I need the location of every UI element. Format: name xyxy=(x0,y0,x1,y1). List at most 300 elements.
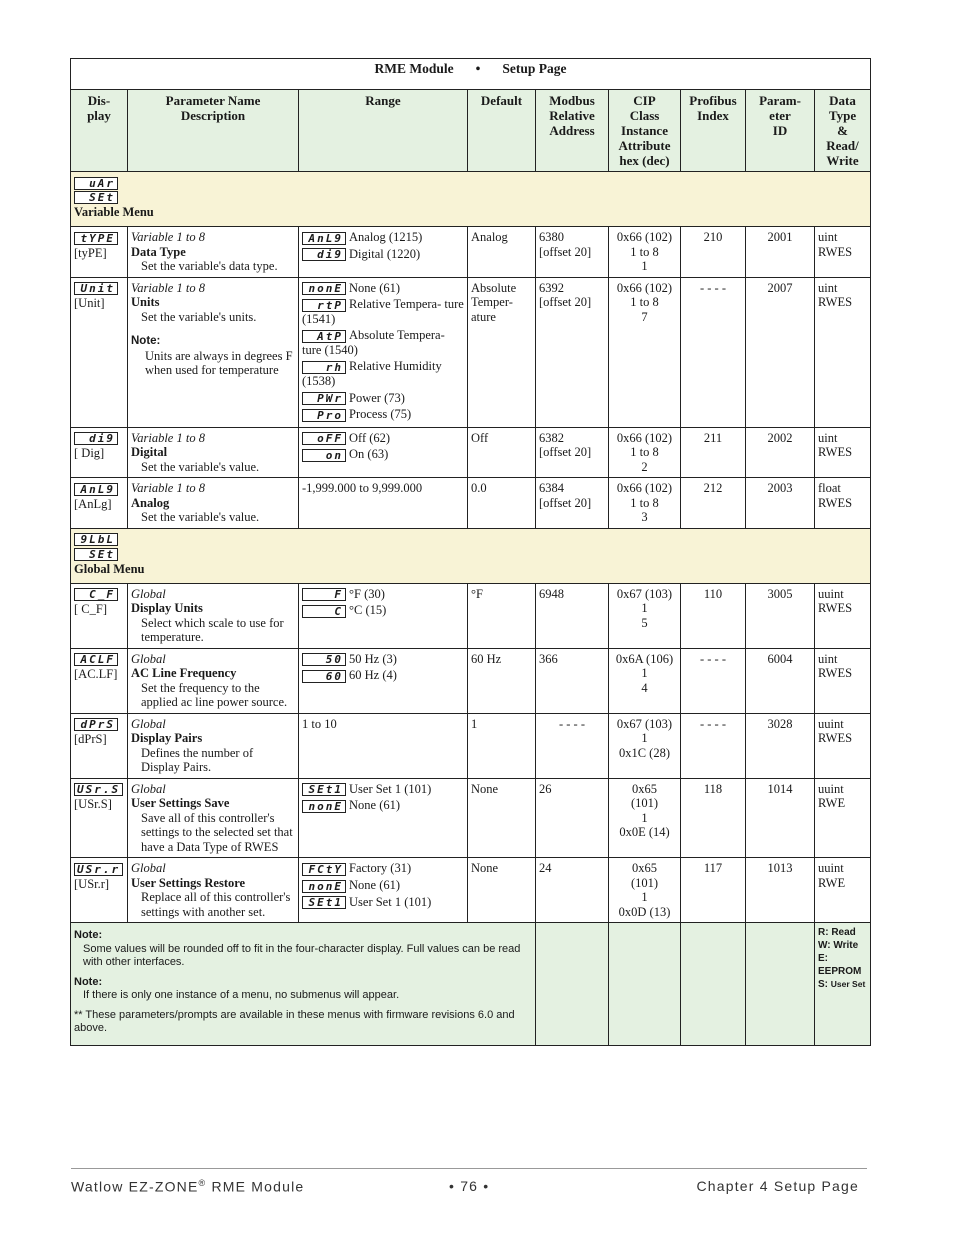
range-option xyxy=(302,798,464,813)
range-option xyxy=(302,230,464,245)
modbus-cell xyxy=(536,583,609,648)
profibus-cell xyxy=(681,583,746,648)
param-id-cell xyxy=(746,858,815,923)
range-cell xyxy=(299,277,468,427)
display-cell xyxy=(71,277,128,427)
profibus-index: - - - - xyxy=(699,280,727,295)
lcd-prompt: F xyxy=(302,588,346,601)
cip-cell xyxy=(609,858,681,923)
table-row xyxy=(71,427,871,478)
range-option-text: 60 Hz (4) xyxy=(349,668,397,683)
lcd-prompt: on xyxy=(302,449,346,462)
data-type-cell xyxy=(815,778,871,858)
display-cell xyxy=(71,227,128,278)
header-cell: Profibus Index xyxy=(681,90,746,172)
profibus-cell xyxy=(681,778,746,858)
range-cell xyxy=(299,478,468,529)
variable-menu-cell xyxy=(71,172,871,227)
modbus-cell xyxy=(536,427,609,478)
default-cell xyxy=(468,277,536,427)
lcd-prompt: SEt1 xyxy=(302,896,346,909)
legend-user-set xyxy=(818,978,867,991)
range-option-text: Analog (1215) xyxy=(349,230,423,244)
parameter-name: Digital xyxy=(131,445,168,460)
parameter-description: Set the variable's data type. xyxy=(141,259,278,273)
lcd-prompt: SEt xyxy=(74,548,118,561)
display-cell xyxy=(71,858,128,923)
parameter-description: Set the variable's value. xyxy=(141,459,260,474)
lcd-prompt: Pro xyxy=(302,409,346,422)
default-value: 60 Hz xyxy=(471,651,502,666)
parameter-cell xyxy=(128,277,299,427)
param-id-cell xyxy=(746,583,815,648)
read-write: RWES xyxy=(818,601,853,616)
modbus-address: 6392 [offset 20] xyxy=(539,280,592,309)
menu-name: Global Menu xyxy=(74,562,145,576)
profibus-cell xyxy=(681,427,746,478)
footer-left xyxy=(71,1178,304,1195)
parameter-name: User Settings Restore xyxy=(131,875,246,890)
footer-reg: ® xyxy=(198,1178,207,1188)
profibus-cell xyxy=(681,277,746,427)
legend-read: R: Read xyxy=(818,927,856,939)
range-option-text: °C (15) xyxy=(349,603,387,618)
cip-cell xyxy=(609,427,681,478)
range-option-text: None (61) xyxy=(349,877,401,892)
lcd-prompt: PWr xyxy=(302,392,346,405)
modbus-cell xyxy=(536,713,609,778)
range-option-text: Digital (1220) xyxy=(349,246,421,261)
lcd-prompt: USr.S xyxy=(74,783,123,796)
data-type: uuint xyxy=(818,716,844,731)
cip-value: 0x66 (102) 1 to 8 2 xyxy=(616,430,673,474)
modbus-cell xyxy=(536,778,609,858)
lcd-prompt: SEt1 xyxy=(302,783,346,796)
note-text: Some values will be rounded off to fit in the four-character display. Full values can be read with other interfaces. xyxy=(83,942,521,969)
parameter-scope: Global xyxy=(131,651,166,666)
note-text: If there is only one instance of a menu, no submenus will appear. xyxy=(83,989,400,1002)
notes-row xyxy=(71,923,871,1046)
rw-legend xyxy=(815,923,871,1046)
modbus-address: 24 xyxy=(539,861,552,876)
modbus-address: 366 xyxy=(539,651,558,666)
read-write: RWES xyxy=(818,666,853,681)
table-row xyxy=(71,648,871,713)
cip-cell xyxy=(609,277,681,427)
cip-value: 0x65 (101) 1 0x0E (14) xyxy=(619,781,670,840)
variable-menu-row xyxy=(71,172,871,227)
default-value: None xyxy=(471,861,499,876)
lcd-prompt: AnL9 xyxy=(302,232,346,245)
parameter-scope: Variable 1 to 8 xyxy=(131,280,205,295)
parameter-id: 3028 xyxy=(767,716,793,731)
legend-eeprom: E: EEPROM xyxy=(818,953,862,978)
parameter-description: Set the frequency to the applied ac line power source. xyxy=(141,680,288,710)
note-label: Note: xyxy=(74,929,103,942)
range-option xyxy=(302,297,464,326)
cip-value: 0x6A (106) 1 4 xyxy=(615,651,674,695)
lcd-prompt: di9 xyxy=(302,248,346,261)
title-page: Setup Page xyxy=(502,61,567,76)
read-write: RWES xyxy=(818,244,853,259)
lcd-prompt: ACLF xyxy=(74,653,118,666)
prompt-code: [USr.r] xyxy=(74,876,110,891)
footer-chapter: Chapter 4 Setup Page xyxy=(696,1178,859,1194)
parameter-cell xyxy=(128,648,299,713)
legend-s-key: S: xyxy=(818,979,828,991)
table-title xyxy=(71,59,871,90)
header-cell: Data Type & Read/ Write xyxy=(815,90,871,172)
profibus-index: 117 xyxy=(703,861,723,876)
range-option-text: Power (73) xyxy=(349,390,405,405)
parameter-id: 2007 xyxy=(767,280,793,295)
display-cell xyxy=(71,478,128,529)
modbus-address: 6384 [offset 20] xyxy=(539,481,592,510)
profibus-index: - - - - xyxy=(699,716,727,731)
lcd-prompt: di9 xyxy=(74,432,118,445)
data-type-cell xyxy=(815,227,871,278)
parameter-description: Set the variable's units. xyxy=(141,309,257,324)
parameter-cell xyxy=(128,778,299,858)
default-cell xyxy=(468,648,536,713)
display-cell xyxy=(71,713,128,778)
data-type-cell xyxy=(815,648,871,713)
lcd-prompt: C_F xyxy=(74,588,118,601)
variable-rows xyxy=(71,227,871,529)
global-menu-row xyxy=(71,528,871,583)
range-cell xyxy=(299,858,468,923)
range-cell xyxy=(299,583,468,648)
parameter-scope: Global xyxy=(131,781,166,796)
parameter-name: User Settings Save xyxy=(131,796,230,811)
parameter-name: Display Pairs xyxy=(131,731,203,746)
range-option-text: Absolute Tempera- ture (1540) xyxy=(302,328,445,357)
parameter-cell xyxy=(128,713,299,778)
prompt-code: [ Dig] xyxy=(74,446,105,461)
header-cell: Range xyxy=(299,90,468,172)
range-option-text: User Set 1 (101) xyxy=(349,781,432,796)
default-value: 0.0 xyxy=(471,481,487,496)
parameter-name: Units xyxy=(131,295,160,309)
setup-page-table xyxy=(70,58,871,1046)
data-type-cell xyxy=(815,427,871,478)
param-id-cell xyxy=(746,713,815,778)
display-cell xyxy=(71,778,128,858)
prompt-code: [Unit] xyxy=(74,296,105,311)
range-option-text: On (63) xyxy=(349,447,389,462)
parameter-cell xyxy=(128,583,299,648)
lcd-prompt: SEt xyxy=(74,191,118,204)
table-row xyxy=(71,478,871,529)
table-row xyxy=(71,583,871,648)
modbus-address: 26 xyxy=(539,781,552,796)
range-option xyxy=(302,431,464,446)
param-id-cell xyxy=(746,778,815,858)
range-option xyxy=(302,247,464,262)
range-option xyxy=(302,668,464,683)
notes-blank xyxy=(746,923,815,1046)
range-cell xyxy=(299,713,468,778)
title-module: RME Module xyxy=(374,61,454,76)
header-row xyxy=(71,90,871,172)
parameter-name: AC Line Frequency xyxy=(131,666,237,681)
data-type: uint xyxy=(818,280,838,295)
range-option xyxy=(302,861,464,876)
modbus-cell xyxy=(536,858,609,923)
lcd-prompt: FCtY xyxy=(302,863,346,876)
parameter-scope: Global xyxy=(131,586,166,601)
legend-write: W: Write xyxy=(818,940,859,952)
range-option-text: User Set 1 (101) xyxy=(349,894,432,909)
range-option-text: None (61) xyxy=(349,798,401,813)
default-cell xyxy=(468,583,536,648)
read-write: RWES xyxy=(818,731,853,746)
range-option xyxy=(302,391,464,406)
global-menu-cell xyxy=(71,528,871,583)
parameter-description: Defines the number of Display Pairs. xyxy=(141,745,254,775)
notes-blank xyxy=(681,923,746,1046)
display-cell xyxy=(71,648,128,713)
header-cell: Default xyxy=(468,90,536,172)
profibus-index: 110 xyxy=(703,586,723,601)
range-option xyxy=(302,407,464,422)
note-label: Note: xyxy=(74,975,103,988)
profibus-index: 118 xyxy=(703,781,723,796)
modbus-cell xyxy=(536,227,609,278)
param-id-cell xyxy=(746,277,815,427)
default-cell xyxy=(468,713,536,778)
parameter-id: 2002 xyxy=(767,430,793,445)
parameter-description: Set the variable's value. xyxy=(141,510,260,525)
modbus-address: 6948 xyxy=(539,586,564,601)
lcd-prompt: C xyxy=(302,605,346,618)
data-type: uuint xyxy=(818,861,844,876)
parameter-scope: Global xyxy=(131,861,166,876)
cip-cell xyxy=(609,583,681,648)
modbus-address: - - - - xyxy=(558,716,586,731)
param-id-cell xyxy=(746,427,815,478)
cip-value: 0x65 (101) 1 0x0D (13) xyxy=(618,861,671,919)
modbus-cell xyxy=(536,478,609,529)
cip-value: 0x66 (102) 1 to 8 3 xyxy=(616,481,673,525)
profibus-cell xyxy=(681,648,746,713)
cip-value: 0x66 (102) 1 to 8 7 xyxy=(616,280,673,324)
cip-value: 0x67 (103) 1 5 xyxy=(616,586,673,630)
range-option xyxy=(302,447,464,462)
legend-s-val: User Set xyxy=(830,979,866,990)
lcd-prompt: 60 xyxy=(302,670,346,683)
range-option-text: None (61) xyxy=(349,280,401,295)
page-number: • 76 • xyxy=(449,1178,490,1194)
global-rows xyxy=(71,583,871,923)
prompt-code: [USr.S] xyxy=(74,797,112,812)
range-option xyxy=(302,782,464,797)
range-option-text: Process (75) xyxy=(349,407,412,422)
data-type-cell xyxy=(815,713,871,778)
parameter-scope: Variable 1 to 8 xyxy=(131,481,205,496)
default-value: Analog xyxy=(471,230,508,244)
footer-brand: Watlow EZ-ZONE xyxy=(71,1178,199,1195)
default-value: 1 xyxy=(471,716,478,731)
lcd-prompt: 9LbL xyxy=(74,533,118,546)
parameter-scope: Variable 1 to 8 xyxy=(131,230,205,244)
default-value: Off xyxy=(471,430,489,445)
range-cell xyxy=(299,778,468,858)
range-option-text: °F (30) xyxy=(349,586,385,601)
title-bullet: • xyxy=(475,61,481,76)
lcd-prompt: dPrS xyxy=(74,718,118,731)
prompt-code: [tyPE] xyxy=(74,245,107,260)
range-option xyxy=(302,359,464,388)
cip-value: 0x66 (102) 1 to 8 1 xyxy=(616,230,673,273)
profibus-cell xyxy=(681,478,746,529)
range-option xyxy=(302,587,464,602)
notes-blank xyxy=(609,923,681,1046)
cip-cell xyxy=(609,778,681,858)
prompt-code: [AnLg] xyxy=(74,496,112,511)
header-cell: Dis- play xyxy=(71,90,128,172)
header-cell: Modbus Relative Address xyxy=(536,90,609,172)
data-type: uuint xyxy=(818,781,844,796)
range-text: 1 to 10 xyxy=(302,716,337,731)
range-option-text: 50 Hz (3) xyxy=(349,651,397,666)
range-text: -1,999.000 to 9,999.000 xyxy=(302,481,423,496)
parameter-description: Replace all of this controller's settings with another set. xyxy=(141,890,291,919)
cip-value: 0x67 (103) 1 0x1C (28) xyxy=(616,716,673,760)
table-title-row xyxy=(71,59,871,90)
lcd-prompt: USr.r xyxy=(74,863,123,876)
notes-cell xyxy=(71,923,536,1046)
lcd-prompt: uAr xyxy=(74,177,118,190)
range-cell xyxy=(299,648,468,713)
data-type: uint xyxy=(818,230,838,244)
range-option-text: Relative Humidity (1538) xyxy=(302,359,442,388)
modbus-cell xyxy=(536,277,609,427)
parameter-name: Analog xyxy=(131,495,170,510)
notes-blank xyxy=(536,923,609,1046)
default-value: °F xyxy=(471,586,483,601)
lcd-prompt: nonE xyxy=(302,800,346,813)
read-write: RWES xyxy=(818,295,853,309)
range-option-text: Relative Tempera- ture (1541) xyxy=(302,297,464,326)
default-cell xyxy=(468,427,536,478)
modbus-address: 6380 [offset 20] xyxy=(539,230,592,259)
read-write: RWES xyxy=(818,495,853,510)
range-option-text: Off (62) xyxy=(349,430,391,445)
parameter-scope: Variable 1 to 8 xyxy=(131,430,205,445)
range-option xyxy=(302,895,464,910)
parameter-id: 6004 xyxy=(767,651,793,666)
table-row xyxy=(71,277,871,427)
parameter-id: 1013 xyxy=(767,861,793,876)
table-row xyxy=(71,858,871,923)
display-cell xyxy=(71,583,128,648)
data-type-cell xyxy=(815,478,871,529)
cip-cell xyxy=(609,713,681,778)
note-text: Units are always in degrees F when used for temperature xyxy=(145,348,293,377)
table-row xyxy=(71,227,871,278)
lcd-prompt: AnL9 xyxy=(74,483,118,496)
profibus-cell xyxy=(681,858,746,923)
profibus-index: 212 xyxy=(703,481,723,496)
parameter-id: 2003 xyxy=(767,481,793,496)
parameter-cell xyxy=(128,858,299,923)
parameter-cell xyxy=(128,478,299,529)
lcd-prompt: nonE xyxy=(302,880,346,893)
param-id-cell xyxy=(746,478,815,529)
range-option xyxy=(302,603,464,618)
page-footer xyxy=(71,1168,867,1195)
profibus-index: 211 xyxy=(703,430,723,445)
lcd-prompt: AtP xyxy=(302,330,346,343)
footer-module: RME Module xyxy=(206,1178,305,1195)
data-type: uint xyxy=(818,651,838,666)
note-label: Note: xyxy=(131,335,161,347)
lcd-prompt: rh xyxy=(302,361,346,374)
data-type-cell xyxy=(815,858,871,923)
lcd-prompt: nonE xyxy=(302,282,346,295)
parameter-id: 2001 xyxy=(767,230,793,244)
display-cell xyxy=(71,427,128,478)
parameter-cell xyxy=(128,227,299,278)
data-type-cell xyxy=(815,277,871,427)
parameter-description: Select which scale to use for temperature. xyxy=(141,615,284,645)
lcd-prompt: 50 xyxy=(302,653,346,666)
header-cell: Parameter Name Description xyxy=(128,90,299,172)
lcd-prompt: oFF xyxy=(302,432,346,445)
range-option-text: Factory (31) xyxy=(349,861,412,876)
data-type: float xyxy=(818,481,841,496)
range-option xyxy=(302,281,464,296)
range-cell xyxy=(299,427,468,478)
read-write: RWES xyxy=(818,445,853,460)
lcd-prompt: rtP xyxy=(302,299,346,312)
table-row xyxy=(71,713,871,778)
default-value: Absolute Temper- ature xyxy=(471,280,517,324)
profibus-cell xyxy=(681,713,746,778)
header-cell: Param- eter ID xyxy=(746,90,815,172)
default-cell xyxy=(468,478,536,529)
modbus-cell xyxy=(536,648,609,713)
data-type: uint xyxy=(818,430,838,445)
menu-name: Variable Menu xyxy=(74,205,154,220)
prompt-code: [dPrS] xyxy=(74,732,107,747)
default-value: None xyxy=(471,781,499,796)
profibus-cell xyxy=(681,227,746,278)
lcd-prompt: Unit xyxy=(74,282,118,295)
param-id-cell xyxy=(746,227,815,278)
range-cell xyxy=(299,227,468,278)
prompt-code: [ C_F] xyxy=(74,602,107,617)
table-row xyxy=(71,778,871,858)
cip-cell xyxy=(609,227,681,278)
parameter-description: Save all of this controller's settings to the selected set that have a Data Type of RWES xyxy=(141,810,293,854)
data-type-cell xyxy=(815,583,871,648)
parameter-cell xyxy=(128,427,299,478)
parameter-name: Display Units xyxy=(131,601,203,616)
parameter-name: Data Type xyxy=(131,244,186,259)
read-write: RWE xyxy=(818,796,846,811)
prompt-code: [AC.LF] xyxy=(74,667,118,682)
range-option xyxy=(302,652,464,667)
parameter-id: 1014 xyxy=(767,781,793,796)
range-option xyxy=(302,328,464,357)
header-cell: CIP Class Instance Attribute hex (dec) xyxy=(609,90,681,172)
data-type: uuint xyxy=(818,586,844,601)
parameter-id: 3005 xyxy=(767,586,793,601)
read-write: RWE xyxy=(818,875,846,890)
cip-cell xyxy=(609,478,681,529)
